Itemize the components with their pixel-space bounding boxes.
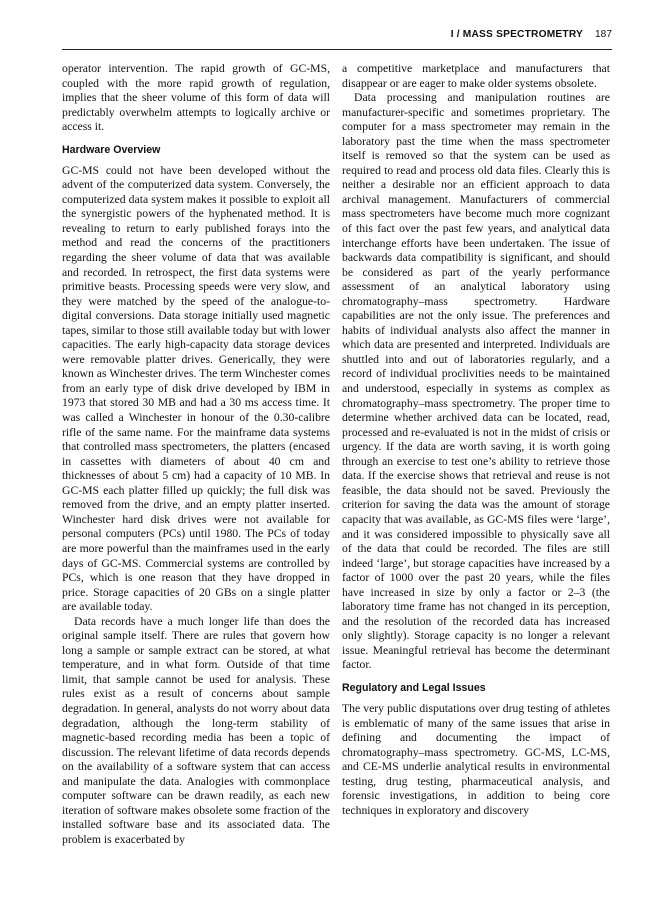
paragraph: Data processing and manipulation routines are manufacturer-specific and sometimes proprietary. The computer for a mass spectrometer may remain in the laboratory past the time when the mass spectrometer itself is removed so that the system can be used as required to read and process old data files. Clearly this is neither a desirable nor an efficient approach to data archival management. Manufacturers of commercial mass spectrometers have become much more cognizant of this fact over the past few years, and analytical data interchange efforts have been undertaken. The issue of backwards data compatibility is significant, and should be considered as part of the yearly performance assessment of an analytical laboratory using chromatography–mass spectrometry. Hardware capabilities are not the only issue. The preferences and habits of individual analysts also affect the manner in which data are presented and interpreted. Individuals are shuttled into and out of laboratories regularly, and a record of individual proclivities needs to be maintained and understood, especially in systems as complex as chromatography–mass spectrometry. The proper time to determine whether archived data can be located, read, processed and re-evaluated is not in the midst of crisis or urgency. If the data are worth saving, it is worth going through an exercise to test one’s ability to retrieve those data. If the exercise shows that retrieval and reuse is not feasible, the data should not be saved. Previously the criterion for saving the data was the amount of storage capacity that was available, as GC-MS files were ‘large’, and it was considered impossible to physically save all of the data that could be recorded. The files are still indeed ‘large’, but storage capacities have increased by a factor of 1000 over the past 20 years, while the files have increased in size by only a factor or 2–3 (the laboratory time frame has not changed in its perception, and the resolution of the recorded data has increased only slightly). Storage capacity is no longer a relevant issue. Meaningful retrieval has become the determinant factor.	[342, 91, 610, 672]
section-heading-hardware: Hardware Overview	[62, 143, 161, 156]
paragraph: a competitive marketplace and manufacturers that disappear or are eager to make older systems obsolete.	[342, 62, 610, 90]
running-head	[62, 28, 612, 50]
paragraph: The very public disputations over drug testing of athletes is emblematic of many of the same issues that arise in defining and documenting the impact of chromatography–mass spectrometry. GC-MS, LC-MS, and CE-MS underlie analytical results in environmental testing, drug testing, pharmaceutical analysis, and forensic investigations, in addition to being core techniques in exploratory and discovery	[342, 701, 610, 817]
page-number: 187	[595, 29, 612, 40]
section-heading-regulatory: Regulatory and Legal Issues	[342, 681, 486, 694]
paragraph: GC-MS could not have been developed without the advent of the computerized data system. Conversely, the computerized data system makes it possible to exploit all the synergistic powers of the hyphenated method. It is revealing to return to early published forays into the method and read the concerns of the practitioners regarding the sheer volume of data that was available and recorded. In retrospect, the first data systems were primitive beasts. Processing speeds were very slow, and they were matched by the speed of the analogue-to-digital conversions. Data storage initially used magnetic tapes, similar to those still available today but with lower capacities. The early high-capacity data storage devices were removable platter drives. Generically, they were known as Winchester drives. The term Winchester comes from an early type of disk drive developed by IBM in 1973 that stored 30 MB and had a 30 ms access time. It was called a Winchester in honour of the 0.30-calibre rifle of the same name. For the mainframe data systems that controlled mass spectrometers, the platters (encased in cassettes with diameters of about 40 cm and thicknesses of about 5 cm) had a capacity of 10 MB. In GC-MS each platter filled up quickly; the full disk was removed from the drive, and an empty platter inserted. Winchester hard disk drives were not available for personal computers (PCs) until 1980. The PCs of today are more powerful than the mainframes used in the early days of GC-MS. Commercial systems are controlled by PCs, which is one reason that they have dropped in price. Storage capacities of 20 GBs on a single platter are available today.	[62, 163, 330, 614]
right-column	[342, 62, 610, 818]
paragraph: operator intervention. The rapid growth of GC-MS, coupled with the more rapid growth of regulation, implies that the sheer volume of this form of data will predictably overwhelm attempts to logically archive or access it.	[62, 62, 330, 134]
paragraph: Data records have a much longer life than does the original sample itself. There are rules that govern how long a sample or sample extract can be stored, at what temperature, and in what form. Outside of that time limit, that sample cannot be used for analysis. These rules exist as a result of concerns about sample degradation. In general, analysts do not worry about data degradation, although the long-term stability of magnetic-based recording media has been a topic of discussion. The relevant lifetime of data records depends on the availability of a software system that can access and manipulate the data. Analogies with commonplace computer software can be drawn readily, as each new iteration of software makes obsolete some fraction of the installed software base and its associated data. The problem is exacerbated by	[62, 614, 330, 846]
section-title: I / MASS SPECTROMETRY	[450, 29, 583, 40]
left-column	[62, 62, 330, 847]
